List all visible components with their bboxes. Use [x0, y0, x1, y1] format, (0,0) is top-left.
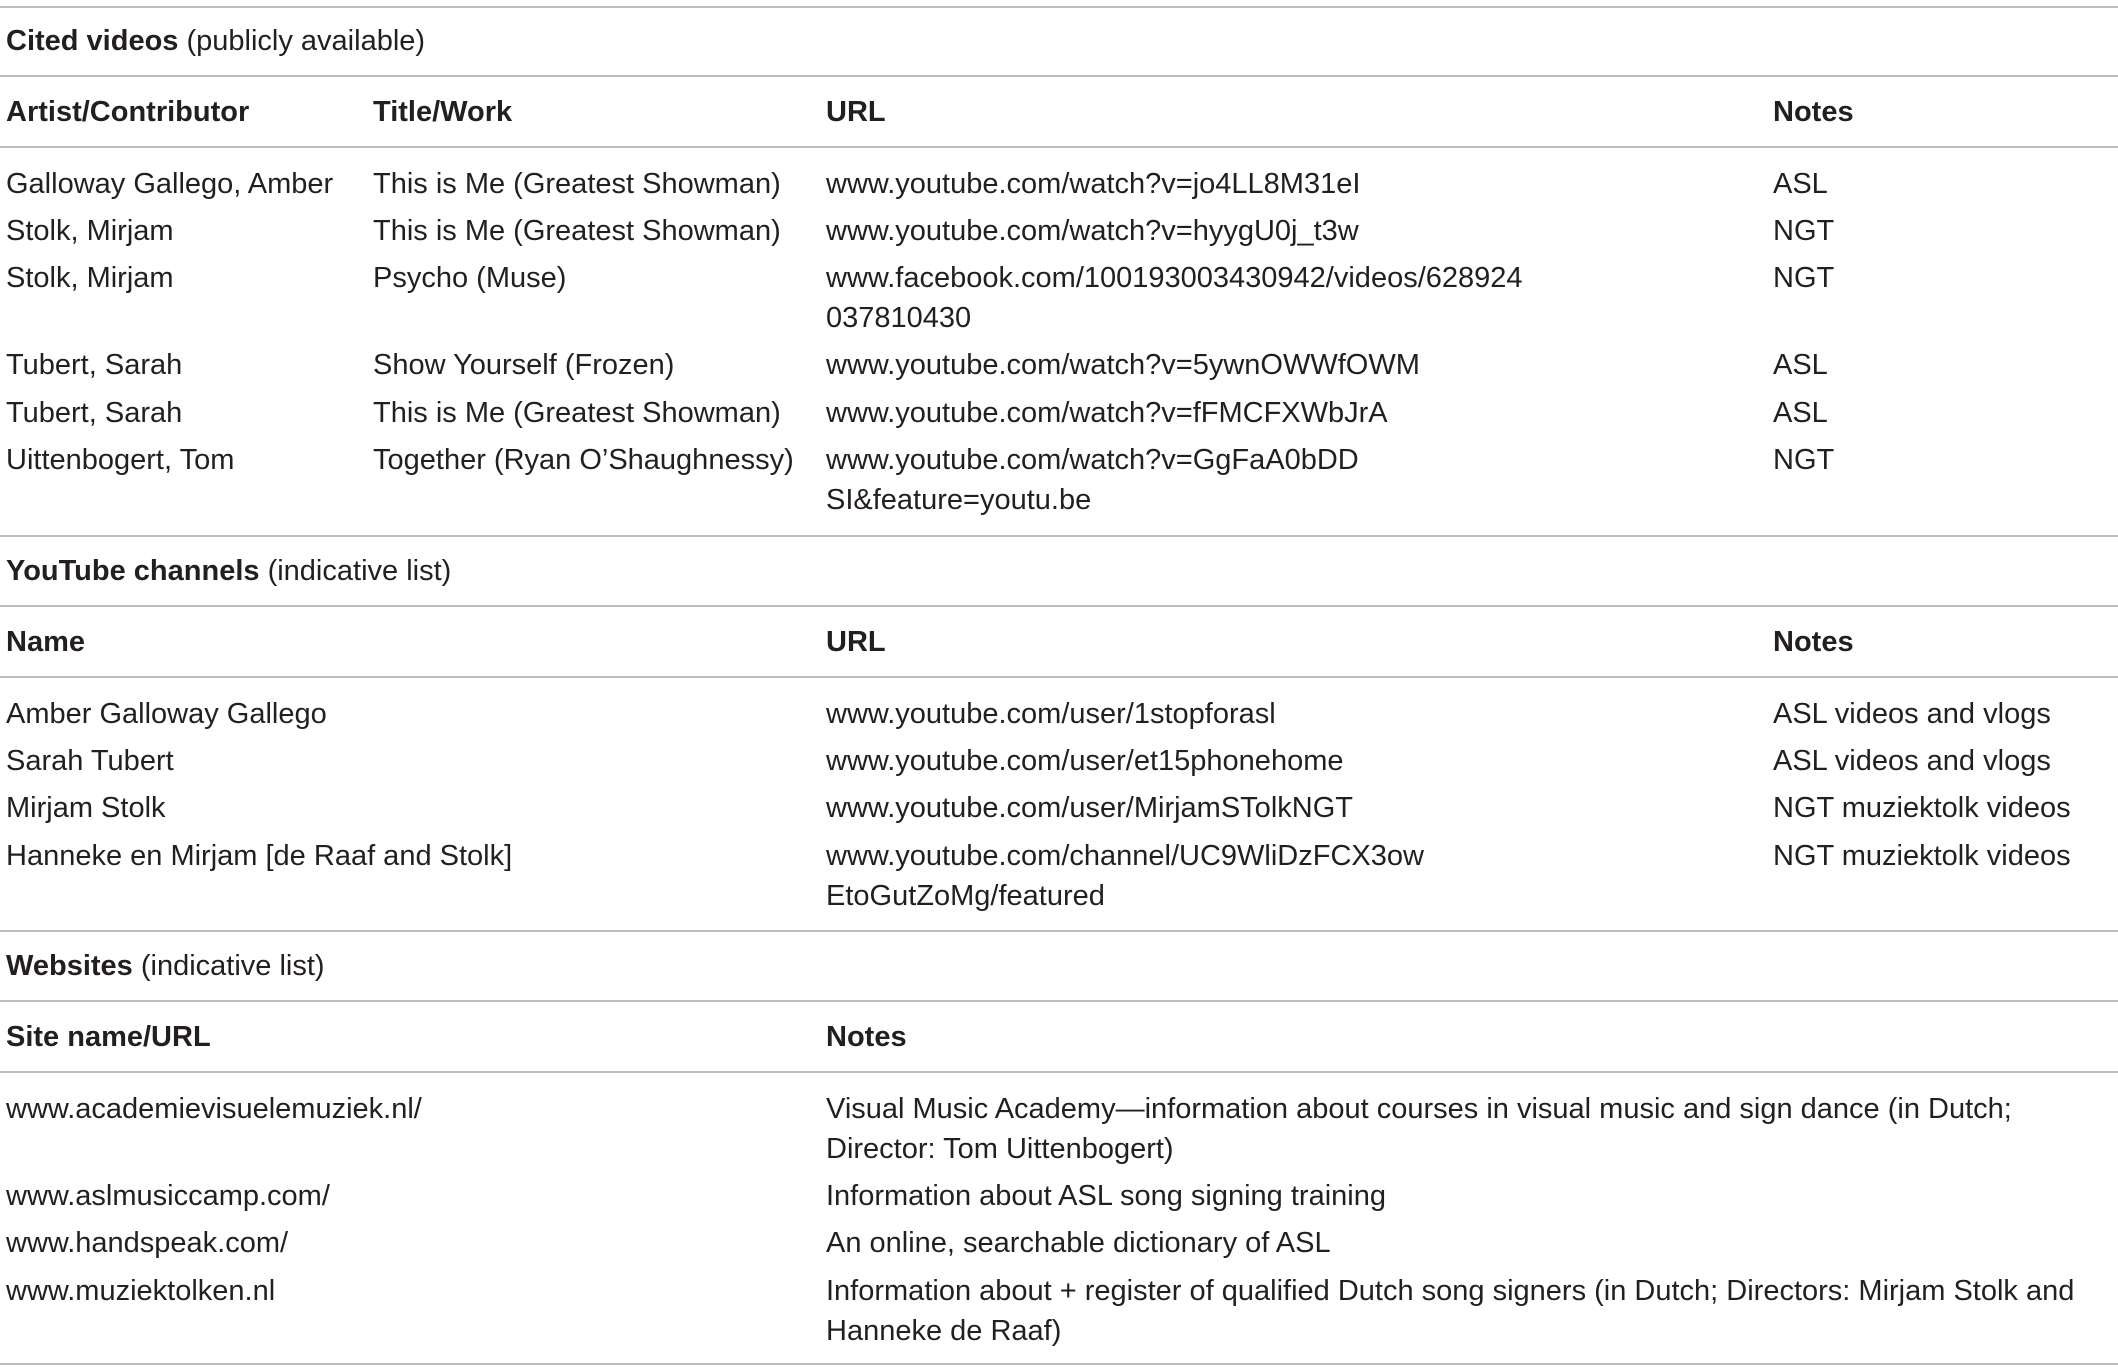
section-subtitle: (publicly available): [186, 25, 426, 57]
cell-url: www.facebook.com/100193003430942/videos/628924: [826, 262, 1523, 294]
cell-notes: ASL videos and vlogs: [1773, 698, 2051, 730]
rule: [0, 535, 2118, 537]
cell-url-cont: EtoGutZoMg/featured: [826, 880, 1105, 912]
rule: [0, 1000, 2118, 1002]
section-title-youtube-channels: [6, 551, 451, 591]
cell-artist: Tubert, Sarah: [6, 349, 183, 381]
rule: [0, 676, 2118, 678]
cell-notes: Information about + register of qualified Dutch song signers (in Dutch; Directors: Mirjam Stolk and: [826, 1275, 2075, 1307]
header-url: URL: [826, 96, 886, 128]
cell-title: Together (Ryan O’Shaughnessy): [373, 444, 794, 476]
rule: [0, 930, 2118, 932]
section-title-text: Cited videos: [6, 25, 179, 57]
cell-artist: Tubert, Sarah: [6, 397, 183, 429]
cell-title: This is Me (Greatest Showman): [373, 215, 781, 247]
cell-url: www.youtube.com/watch?v=5ywnOWWfOWM: [826, 349, 1420, 381]
cell-artist: Galloway Gallego, Amber: [6, 168, 334, 200]
cell-notes: NGT: [1773, 444, 1835, 476]
cell-site: www.aslmusiccamp.com/: [6, 1180, 330, 1212]
cell-url: www.youtube.com/user/1stopforasl: [826, 698, 1276, 730]
section-title-text: Websites: [6, 950, 133, 982]
section-title-cited-videos: [6, 21, 425, 61]
cell-notes-cont: Director: Tom Uittenbogert): [826, 1133, 1174, 1165]
header-notes: Notes: [1773, 96, 1854, 128]
cell-url: www.youtube.com/watch?v=jo4LL8M31eI: [826, 168, 1361, 200]
cell-notes: NGT muziektolk videos: [1773, 792, 2071, 824]
cell-notes: NGT muziektolk videos: [1773, 840, 2071, 872]
cell-site: www.handspeak.com/: [6, 1227, 289, 1259]
cell-notes: ASL: [1773, 397, 1828, 429]
cell-notes: ASL: [1773, 168, 1828, 200]
section-subtitle: (indicative list): [267, 555, 452, 587]
cell-name: Hanneke en Mirjam [de Raaf and Stolk]: [6, 840, 513, 872]
cell-url-cont: 037810430: [826, 302, 972, 334]
section-title-text: YouTube channels: [6, 555, 260, 587]
header-site: Site name/URL: [6, 1021, 211, 1053]
header-title: Title/Work: [373, 96, 513, 128]
cell-url: www.youtube.com/user/et15phonehome: [826, 745, 1344, 777]
cell-notes-cont: Hanneke de Raaf): [826, 1315, 1062, 1347]
cell-title: Show Yourself (Frozen): [373, 349, 675, 381]
cell-url: www.youtube.com/watch?v=fFMCFXWbJrA: [826, 397, 1388, 429]
cell-url: www.youtube.com/user/MirjamSTolkNGT: [826, 792, 1353, 824]
rule-bottom: [0, 1363, 2118, 1365]
rule-top: [0, 6, 2118, 8]
cell-title: Psycho (Muse): [373, 262, 567, 294]
header-url: URL: [826, 626, 886, 658]
header-name: Name: [6, 626, 85, 658]
cell-artist: Uittenbogert, Tom: [6, 444, 235, 476]
rule: [0, 1071, 2118, 1073]
cell-title: This is Me (Greatest Showman): [373, 168, 781, 200]
cell-notes: NGT: [1773, 215, 1835, 247]
cell-notes: Visual Music Academy—information about courses in visual music and sign dance (in Dutch;: [826, 1093, 2012, 1125]
cell-title: This is Me (Greatest Showman): [373, 397, 781, 429]
cell-site: www.muziektolken.nl: [6, 1275, 276, 1307]
cell-artist: Stolk, Mirjam: [6, 262, 174, 294]
cell-notes: ASL videos and vlogs: [1773, 745, 2051, 777]
section-title-websites: [6, 946, 325, 986]
cell-url: www.youtube.com/watch?v=GgFaA0bDD: [826, 444, 1359, 476]
rule: [0, 75, 2118, 77]
cell-artist: Stolk, Mirjam: [6, 215, 174, 247]
header-artist: Artist/Contributor: [6, 96, 250, 128]
cell-notes: NGT: [1773, 262, 1835, 294]
rule: [0, 605, 2118, 607]
cell-notes: An online, searchable dictionary of ASL: [826, 1227, 1331, 1259]
cell-name: Mirjam Stolk: [6, 792, 166, 824]
cell-site: www.academievisuelemuziek.nl/: [6, 1093, 422, 1125]
header-notes: Notes: [1773, 626, 1854, 658]
cell-url: www.youtube.com/watch?v=hyygU0j_t3w: [826, 215, 1359, 247]
cell-name: Amber Galloway Gallego: [6, 698, 327, 730]
cell-notes: ASL: [1773, 349, 1828, 381]
cell-url-cont: SI&feature=youtu.be: [826, 484, 1092, 516]
header-notes: Notes: [826, 1021, 907, 1053]
cell-notes: Information about ASL song signing training: [826, 1180, 1386, 1212]
cell-url: www.youtube.com/channel/UC9WliDzFCX3ow: [826, 840, 1424, 872]
section-subtitle: (indicative list): [140, 950, 325, 982]
cell-name: Sarah Tubert: [6, 745, 174, 777]
rule: [0, 146, 2118, 148]
